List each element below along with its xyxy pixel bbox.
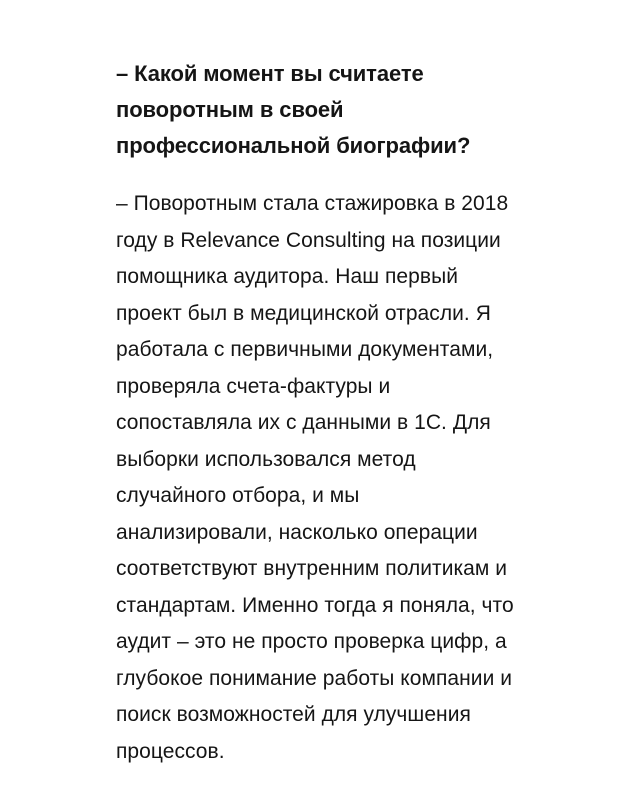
answer-line: году в Relevance Consulting на позиции <box>116 228 501 252</box>
answer-line: стандартам. Именно тогда я поняла, что <box>116 593 514 617</box>
answer-line: сопоставляла их с данными в 1С. Для <box>116 411 491 434</box>
answer-line: случайного отбора, и мы <box>116 484 360 507</box>
interview-article <box>116 56 576 770</box>
answer-line: проверяла счета-фактуры и <box>116 374 391 398</box>
answer-line: – Поворотным стала стажировка в 2018 <box>116 192 509 215</box>
question-line: – Какой момент вы считаете <box>116 61 424 86</box>
question-line: поворотным в своей <box>116 97 344 122</box>
answer-line: процессов. <box>116 739 225 763</box>
interview-question <box>116 56 576 164</box>
answer-line: глубокое понимание работы компании и <box>116 666 513 690</box>
question-line: профессиональной биографии? <box>116 133 471 158</box>
answer-line: проект был в медицинской отрасли. Я <box>116 301 491 325</box>
answer-line: выборки использовался метод <box>116 447 416 471</box>
answer-line: поиск возможностей для улучшения <box>116 703 471 726</box>
answer-line: работала с первичными документами, <box>116 338 494 361</box>
interview-answer <box>116 186 576 770</box>
answer-line: анализировали, насколько операции <box>116 520 478 544</box>
answer-line: аудит – это не просто проверка цифр, а <box>116 630 507 653</box>
answer-line: помощника аудитора. Наш первый <box>116 265 458 288</box>
answer-line: соответствуют внутренним политикам и <box>116 557 508 580</box>
